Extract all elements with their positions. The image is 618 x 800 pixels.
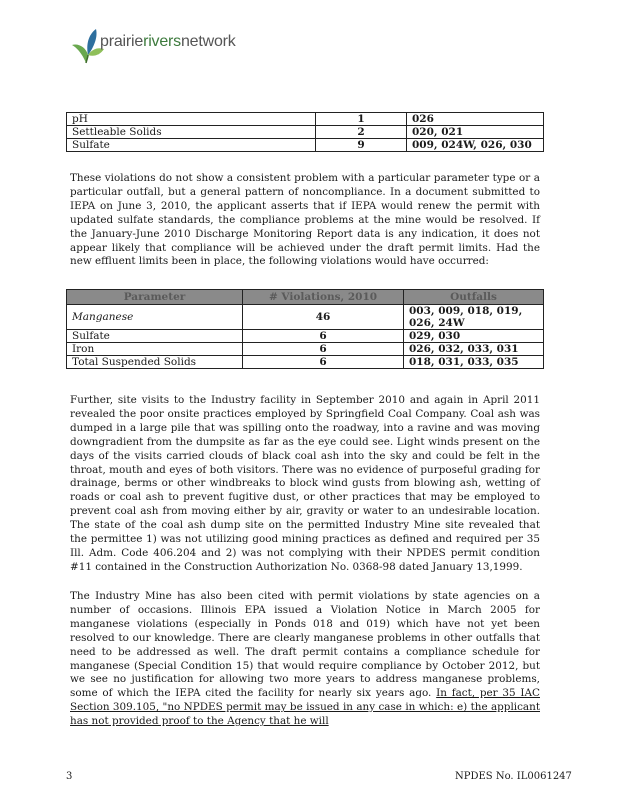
- paragraph-noncompliance: These violations do not show a consistent problem with a particular parameter type or a particular outfall, but a general pattern of noncompliance. In a document submitted to IEPA on June 3, 2010, the applicant asserts that if IEPA would renew the permit with updated sulfate standards, the compliance problems at the mine would be resolved. If the January-June 2010 Discharge Monitoring Report data is any indication, it does not appear likely that compliance will be achieved under the draft permit limits. Had the new effluent limits been in place, the following violations would have occurred:: [70, 172, 540, 268]
- param-cell: Sulfate: [67, 139, 316, 152]
- header-parameter: Parameter: [67, 290, 243, 305]
- outfalls-cell: 018, 031, 033, 035: [404, 356, 544, 369]
- underlined-citation: In fact, per 35 IAC Section 309.105, "no NPDES permit may be issued in any case in which: e) the applicant has not provided proof to the Agency that he will: [70, 687, 540, 728]
- page-number: 3: [66, 771, 73, 782]
- table-row: [67, 113, 544, 126]
- table-row: [67, 126, 544, 139]
- param-cell: Total Suspended Solids: [67, 356, 243, 369]
- logo-word-prairie: prairie: [100, 33, 144, 50]
- outfalls-cell: 026, 032, 033, 031: [404, 343, 544, 356]
- count-cell: 46: [243, 305, 404, 330]
- count-cell: 6: [243, 356, 404, 369]
- outfalls-cell: 029, 030: [404, 330, 544, 343]
- paragraph-site-visits: Further, site visits to the Industry facility in September 2010 and again in April 2011 revealed the poor onsite practices employed by Springfield Coal Company. Coal ash was dumped in a large pile that was spilling onto the roadway, into a ravine and was moving downgradient from the dumpsite as far as the eye could see. Light winds present on the days of the visits carried clouds of black coal ash into the sky and could be felt in the throat, mouth and eyes of both visitors. There was no evidence of purposeful grading for drainage, berms or other windbreaks to block wind gusts from blowing ash, wetting of roads or coal ash to prevent fugitive dust, or other practices that may be employed to prevent coal ash from moving either by air, gravity or water to an undesirable location. The state of the coal ash dump site on the permitted Industry Mine site revealed that the permittee 1) was not utilizing good mining practices as defined and required per 35 Ill. Adm. Code 406.204 and 2) was not complying with their NPDES permit condition #11 contained in the Construction Authorization No. 0368-98 dated January 13,1999.: [70, 394, 540, 573]
- param-cell: Settleable Solids: [67, 126, 316, 139]
- violations-table-1: [66, 112, 544, 152]
- header-outfalls: Outfalls: [404, 290, 544, 305]
- count-cell: 6: [243, 343, 404, 356]
- table-row: [67, 356, 544, 369]
- paragraph-main-text: The Industry Mine has also been cited with permit violations by state agencies on a number of occasions. Illinois EPA issued a Violation Notice in March 2005 for manganese violations (especially in Ponds 018 and 019) which have not yet been resolved to our knowledge. There are clearly manganese problems in other outfalls that need to be addressed as well. The draft permit contains a compliance schedule for manganese (Special Condition 15) that would require compliance by October 2012, but we see no justification for allowing two more years to address manganese problems, some of which the IEPA cited the facility for nearly six years ago.: [70, 590, 540, 700]
- outfalls-cell: 003, 009, 018, 019, 026, 24W: [404, 305, 544, 330]
- param-cell: Sulfate: [67, 330, 243, 343]
- table-row: [67, 139, 544, 152]
- outfalls-cell: 009, 024W, 026, 030: [407, 139, 544, 152]
- table-row: [67, 343, 544, 356]
- logo-text: [100, 33, 236, 51]
- param-cell: Manganese: [67, 305, 243, 330]
- outfalls-cell: 020, 021: [407, 126, 544, 139]
- outfalls-cell: 026: [407, 113, 544, 126]
- table-header-row: [67, 290, 544, 305]
- count-cell: 1: [316, 113, 407, 126]
- count-cell: 2: [316, 126, 407, 139]
- logo-word-network: network: [180, 33, 236, 50]
- logo-word-rivers: rivers: [143, 33, 181, 50]
- param-cell: pH: [67, 113, 316, 126]
- param-cell: Iron: [67, 343, 243, 356]
- count-cell: 9: [316, 139, 407, 152]
- document-id: NPDES No. IL0061247: [455, 771, 572, 782]
- table-row: [67, 330, 544, 343]
- count-cell: 6: [243, 330, 404, 343]
- paragraph-permit-violations: [70, 590, 540, 729]
- violations-table-2010: [66, 289, 544, 369]
- header-violations: # Violations, 2010: [243, 290, 404, 305]
- table-row: [67, 305, 544, 330]
